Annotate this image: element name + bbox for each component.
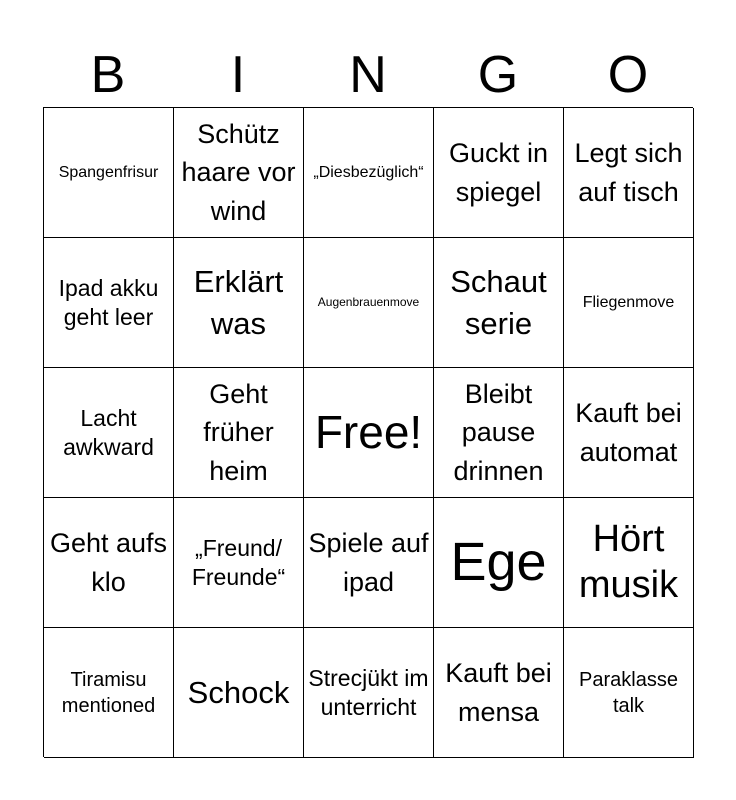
bingo-cell-r2-c4[interactable] (434, 238, 564, 368)
bingo-cell-r3-c2[interactable] (174, 368, 304, 498)
header-letter-b: B (90, 46, 126, 104)
bingo-cell-r1-c5[interactable] (564, 108, 694, 238)
cell-label: Legt sich auf tisch (574, 138, 683, 207)
cell-label: Spiele auf ipad (308, 528, 429, 597)
cell-label: Kauft bei automat (575, 398, 682, 467)
cell-label: Strecjükt im unterricht (308, 664, 429, 720)
bingo-cell-r4-c5[interactable] (564, 498, 694, 628)
bingo-cell-r4-c4[interactable] (434, 498, 564, 628)
bingo-cell-r4-c1[interactable] (44, 498, 174, 628)
cell-label: Ege (450, 532, 547, 593)
header-letter-o: O (607, 46, 649, 104)
cell-label: Hört musik (578, 517, 679, 606)
cell-label: „Diesbezüglich“ (313, 163, 424, 181)
bingo-cell-r2-c3[interactable] (304, 238, 434, 368)
bingo-cell-r5-c2[interactable] (174, 628, 304, 758)
free-space-label: Free! (314, 405, 423, 458)
cell-label: Fliegenmove (582, 293, 675, 311)
header-letter-i: I (230, 46, 246, 104)
cell-label: Geht früher heim (203, 379, 274, 486)
bingo-header (43, 44, 693, 106)
cell-label: Spangenfrisur (58, 163, 159, 181)
cell-label: Lacht awkward (63, 404, 154, 460)
cell-label: Guckt in spiegel (448, 138, 549, 207)
cell-label: Schaut serie (450, 263, 547, 341)
bingo-cell-r4-c3[interactable] (304, 498, 434, 628)
bingo-board (43, 107, 693, 757)
cell-label: Paraklasse talk (579, 668, 678, 717)
bingo-cell-r5-c1[interactable] (44, 628, 174, 758)
bingo-cell-r5-c5[interactable] (564, 628, 694, 758)
bingo-cell-r2-c2[interactable] (174, 238, 304, 368)
cell-label: Erklärt was (193, 263, 284, 341)
bingo-cell-r2-c5[interactable] (564, 238, 694, 368)
cell-label: Augenbrauenmove (317, 295, 420, 310)
cell-label: Tiramisu mentioned (61, 668, 156, 717)
bingo-cell-r1-c4[interactable] (434, 108, 564, 238)
bingo-cell-r3-c5[interactable] (564, 368, 694, 498)
bingo-cell-r1-c3[interactable] (304, 108, 434, 238)
cell-label: Bleibt pause drinnen (453, 379, 544, 486)
bingo-cell-r5-c3[interactable] (304, 628, 434, 758)
cell-label: Schütz haare vor wind (181, 119, 296, 226)
bingo-cell-r5-c4[interactable] (434, 628, 564, 758)
bingo-cell-r1-c2[interactable] (174, 108, 304, 238)
cell-label: „Freund/ Freunde“ (191, 534, 286, 590)
bingo-cell-r3-c4[interactable] (434, 368, 564, 498)
bingo-cell-r3-c1[interactable] (44, 368, 174, 498)
bingo-cell-r3-c3[interactable] (304, 368, 434, 498)
bingo-cell-r4-c2[interactable] (174, 498, 304, 628)
cell-label: Schock (187, 674, 290, 710)
header-letter-g: G (477, 46, 519, 104)
bingo-cell-r1-c1[interactable] (44, 108, 174, 238)
cell-label: Ipad akku geht leer (58, 274, 159, 330)
header-letter-n: N (349, 46, 387, 104)
cell-label: Kauft bei mensa (445, 658, 552, 727)
bingo-cell-r2-c1[interactable] (44, 238, 174, 368)
cell-label: Geht aufs klo (49, 528, 168, 597)
